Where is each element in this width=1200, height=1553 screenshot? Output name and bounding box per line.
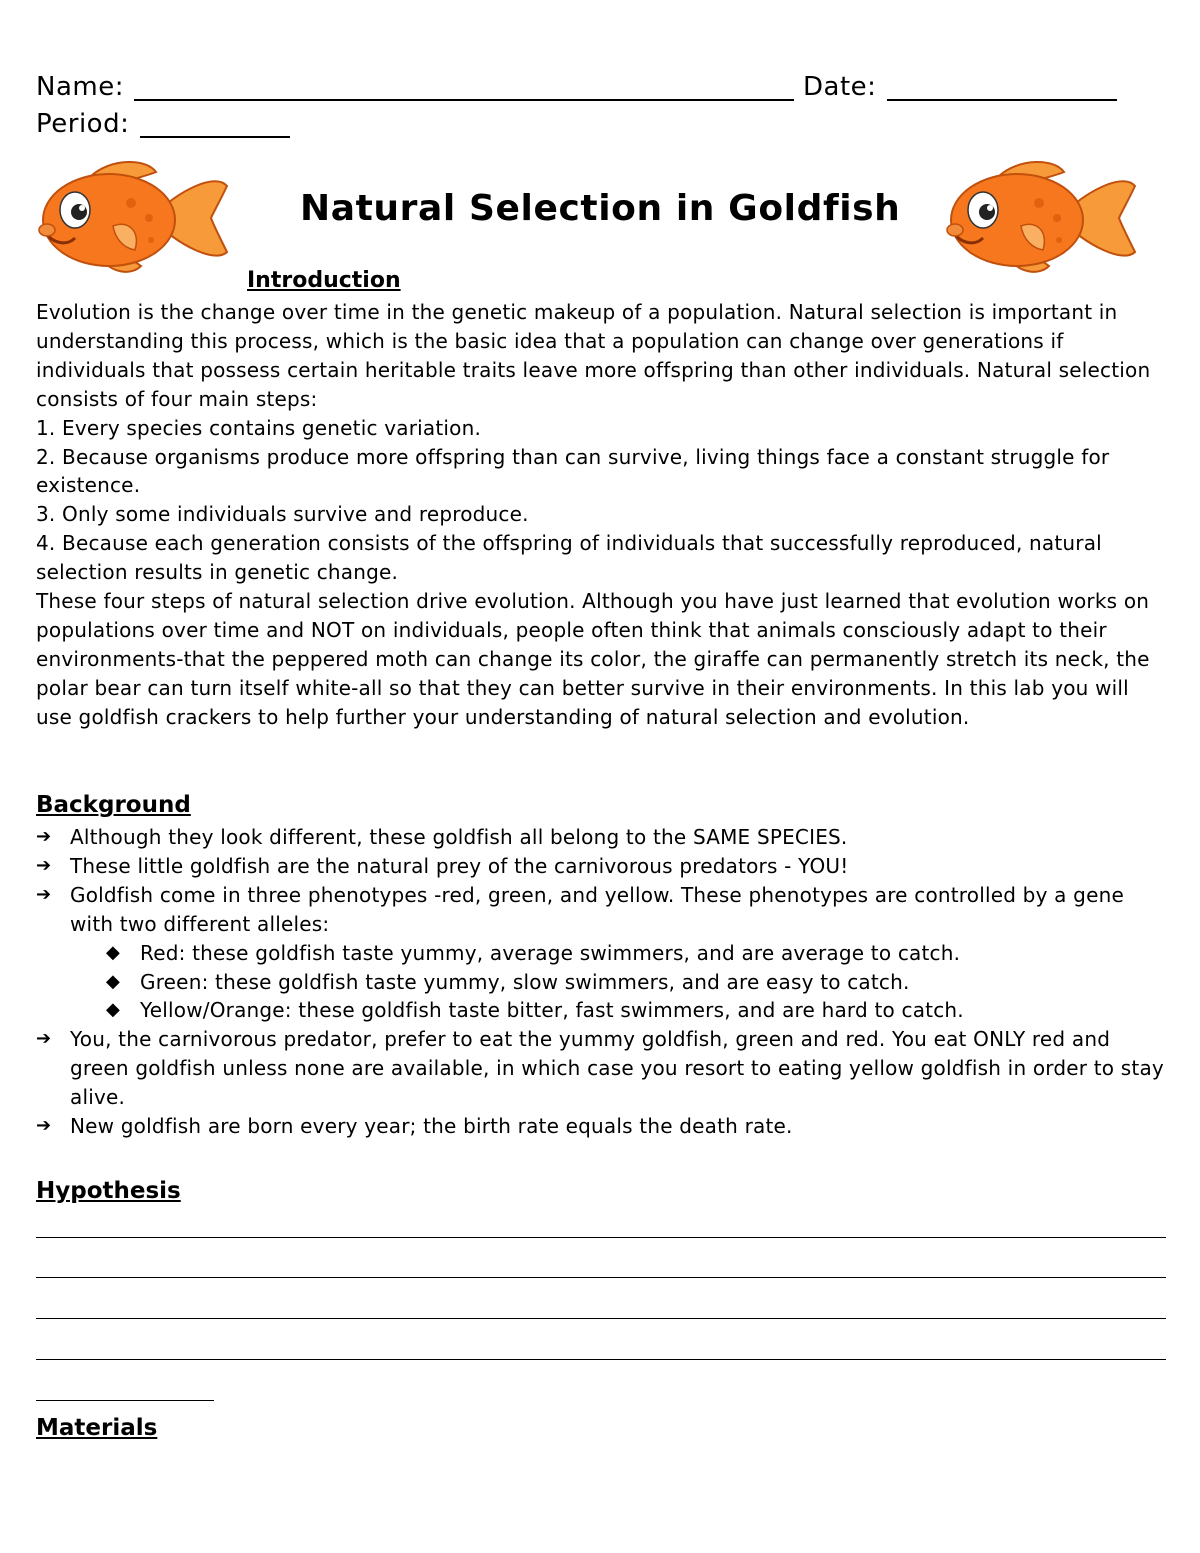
list-item: ➔ Although they look different, these goldfish all belong to the SAME SPECIES. [0,823,1170,852]
arrow-bullet-icon: ➔ [36,883,52,905]
step-item: 4. Because each generation consists of the offspring of individuals that successfully reproduced, natural selection results in genetic change. [36,531,1102,585]
list-item: ➔ These little goldfish are the natural prey of the carnivorous predators - YOU! [0,852,1170,881]
hypothesis-answer-line[interactable] [36,1318,1166,1319]
list-item: ➔ New goldfish are born every year; the birth rate equals the death rate. [0,1112,1170,1141]
arrow-bullet-icon: ➔ [36,854,52,876]
name-field[interactable] [134,99,794,101]
list-item: ➔ You, the carnivorous predator, prefer to eat the yummy goldfish, green and red. You eat ONLY red and green goldfish unless none are available, in which case you resort to eating yellow goldfish in order to stay alive. [36,1027,1164,1110]
arrow-bullet-icon: ➔ [36,1115,52,1137]
sub-list-item: ◆ Yellow/Orange: these goldfish taste bitter, fast swimmers, and are hard to catch. [0,996,1170,1025]
page-title: Natural Selection in Goldfish [300,188,901,229]
goldfish-icon-left [30,158,232,278]
list-item: ➔ Goldfish come in three phenotypes -red, green, and yellow. These phenotypes are controlled by a gene with two different alleles: [36,882,1124,936]
introduction-section [36,298,1170,732]
sub-list-item: ◆ Red: these goldfish taste yummy, average swimmers, and are average to catch. [0,939,1170,968]
hypothesis-answer-line[interactable] [36,1237,1166,1238]
goldfish-icon-right [938,158,1140,278]
introduction-paragraph: Evolution is the change over time in the genetic makeup of a population. Natural selection is important in understanding this process, which is the basic idea that a population can change over generations if individuals that possess certain heritable traits leave more offspring than other individuals. Natural selection consists of four main steps: [36,300,1151,411]
introduction-heading: Introduction [247,268,401,293]
background-section [36,823,1170,1141]
diamond-bullet-icon: ◆ [106,970,121,992]
name-label: Name: [36,72,124,102]
step-item: 3. Only some individuals survive and reproduce. [36,502,529,527]
arrow-bullet-icon: ➔ [36,1028,52,1050]
step-item: 1. Every species contains genetic variation. [36,415,482,440]
diamond-bullet-icon: ◆ [106,999,121,1021]
sub-list-item: ◆ Green: these goldfish taste yummy, slow swimmers, and are easy to catch. [0,968,1170,997]
period-label: Period: [36,109,130,139]
date-field[interactable] [887,99,1117,101]
date-label: Date: [803,72,877,102]
hypothesis-answer-line[interactable] [36,1400,214,1401]
materials-heading: Materials [36,1415,158,1441]
diamond-bullet-icon: ◆ [106,941,121,963]
hypothesis-answer-line[interactable] [36,1359,1166,1360]
hypothesis-heading: Hypothesis [36,1178,181,1204]
period-field[interactable] [140,136,290,138]
arrow-bullet-icon: ➔ [36,826,52,847]
hypothesis-answer-line[interactable] [36,1277,1166,1278]
introduction-paragraph-2: These four steps of natural selection drive evolution. Although you have just learned that evolution works on populations over time and NOT on individuals, people often think that animals consciously adapt to their environments-that the peppered moth can change its color, the giraffe can permanently stretch its neck, the polar bear can turn itself white-all so that they can better survive in their environments. In this lab you will use goldfish crackers to help further your understanding of natural selection and evolution. [36,589,1150,729]
background-heading: Background [36,792,191,818]
step-item: 2. Because organisms produce more offspring than can survive, living things face a constant struggle for existence. [36,444,1110,498]
